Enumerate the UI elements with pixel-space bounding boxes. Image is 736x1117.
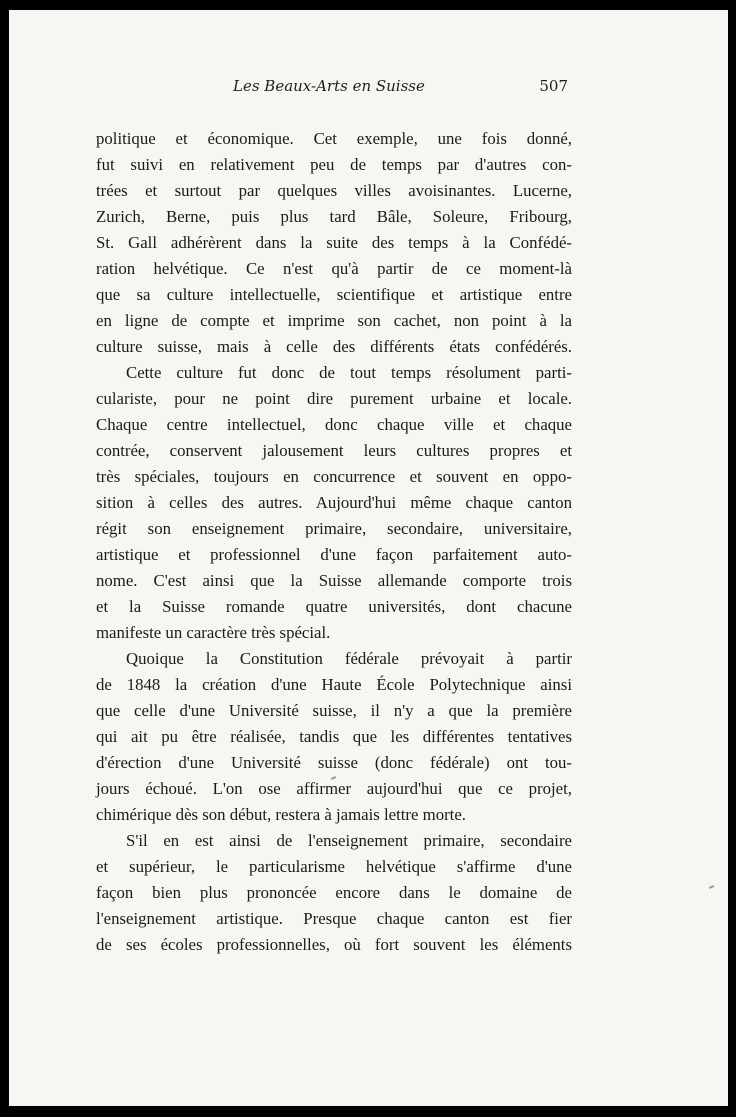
paragraph [96,646,572,828]
text-line: régit son enseignement primaire, secondaire, universitaire, [96,519,572,538]
text-line: et la Suisse romande quatre universités, dont chacune [96,597,572,616]
text-line: de 1848 la création d'une Haute École Polytechnique ainsi [96,675,572,694]
text-line: Chaque centre intellectuel, donc chaque ville et chaque [96,415,572,434]
text-line: et supérieur, le particularisme helvétique s'affirme d'une [96,857,572,876]
text-line: qui ait pu être réalisée, tandis que les différentes tentatives [96,727,572,746]
text-line: fut suivi en relativement peu de temps par d'autres con- [96,155,572,174]
text-line: contrée, conservent jalousement leurs cultures propres et [96,441,572,460]
text-line: culture suisse, mais à celle des différents états confédérés. [96,337,572,356]
page-header [9,77,728,101]
text-line: en ligne de compte et imprime son cachet, non point à la [96,311,572,330]
text-line: sition à celles des autres. Aujourd'hui même chaque canton [96,493,572,512]
page-number: 507 [539,77,568,95]
text-line: Quoique la Constitution fédérale prévoyait à partir [126,649,572,668]
text-line: culariste, pour ne point dire purement urbaine et locale. [96,389,572,408]
text-line: l'enseignement artistique. Presque chaque canton est fier [96,909,572,928]
text-line: S'il en est ainsi de l'enseignement primaire, secondaire [126,831,572,850]
text-line: que sa culture intellectuelle, scientifique et artistique entre [96,285,572,304]
text-line: politique et économique. Cet exemple, une fois donné, [96,129,572,148]
text-line: d'érection d'une Université suisse (donc fédérale) ont tou- [96,753,572,772]
text-line: façon bien plus prononcée encore dans le domaine de [96,883,572,902]
text-line: jours échoué. L'on ose affirmer aujourd'hui que ce projet, [96,779,572,798]
text-line: que celle d'une Université suisse, il n'y a que la première [96,701,572,720]
text-line: ration helvétique. Ce n'est qu'à partir de ce moment-là [96,259,572,278]
text-line: St. Gall adhérèrent dans la suite des temps à la Confédé- [96,233,572,252]
running-title: Les Beaux-Arts en Suisse [233,77,425,95]
paragraph [96,360,572,646]
paragraph [96,126,572,360]
text-line: Cette culture fut donc de tout temps résolument parti- [126,363,572,382]
text-line: manifeste un caractère très spécial. [96,623,331,642]
paragraph [96,828,572,958]
text-line: chimérique dès son début, restera à jamais lettre morte. [96,805,466,824]
text-line: Zurich, Berne, puis plus tard Bâle, Soleure, Fribourg, [96,207,572,226]
text-line: artistique et professionnel d'une façon parfaitement auto- [96,545,572,564]
text-line: de ses écoles professionnelles, où fort souvent les éléments [96,935,572,954]
text-line: trées et surtout par quelques villes avoisinantes. Lucerne, [96,181,572,200]
body-text [96,126,572,958]
text-line: très spéciales, toujours en concurrence et souvent en oppo- [96,467,572,486]
book-page [9,10,728,1106]
scan-speck [709,885,714,889]
text-line: nome. C'est ainsi que la Suisse allemande comporte trois [96,571,572,590]
